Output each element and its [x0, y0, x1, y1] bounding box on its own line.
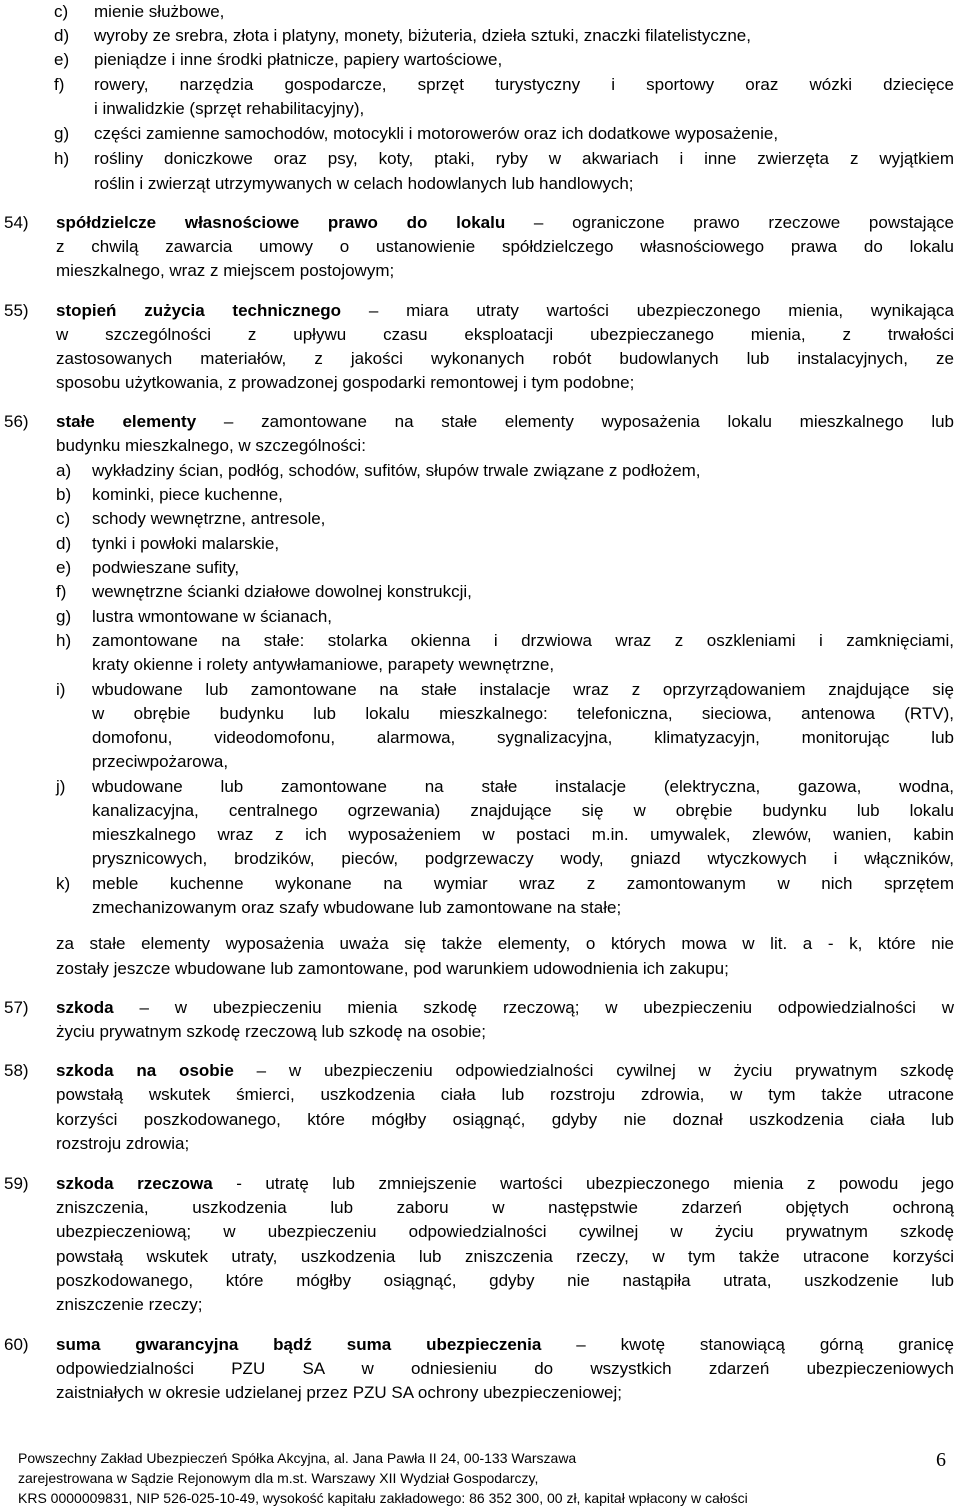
- definition-line: zaistniałych w okresie udzielanej przez PZU SA ochrony ubezpieczeniowej;: [56, 1383, 623, 1402]
- list-item-cont: domofonu, videodomofonu, alarmowa, sygnalizacyjna, klimatyzacyjn, monitorując lub: [92, 728, 954, 747]
- definition-line: zniszczenia, uszkodzenia lub zaboru w następstwie zdarzeń objętych ochroną: [56, 1198, 954, 1217]
- list-label: a): [56, 461, 72, 480]
- list-label: b): [56, 485, 72, 504]
- definition-text: utratę lub zmniejszenie wartości ubezpieczonego mienia z powodu jego: [265, 1174, 954, 1193]
- list-item: zamontowane na stałe: stolarka okienna i drzwiowa wraz z oszkleniami i zamknięciami,: [92, 631, 954, 650]
- definition-number: 55): [4, 301, 29, 320]
- list-label: d): [54, 26, 70, 45]
- list-item: schody wewnętrzne, antresole,: [92, 509, 326, 528]
- list-item-cont: roślin i zwierząt utrzymywanych w celach hodowlanych lub handlowych;: [94, 174, 634, 193]
- footer-capital: KRS 0000009831, NIP 526-025-10-49, wysokość kapitału zakładowego: 86 352 300, 00 zł, kapitał wpłacony w całości: [18, 1490, 748, 1506]
- definition-line: powstałą wskutek śmierci, uszkodzenia ciała lub rozstroju zdrowia, w tym także utracone: [56, 1085, 954, 1104]
- definition-text: miara utraty wartości ubezpieczonego mienia, wynikająca: [406, 301, 954, 320]
- definition-text: w ubezpieczeniu mienia szkodę rzeczową; w ubezpieczeniu odpowiedzialności w: [174, 998, 954, 1017]
- list-label: i): [56, 680, 66, 699]
- definition-dash: –: [368, 301, 379, 320]
- definition-term: spółdzielcze własnościowe prawo do lokalu: [56, 213, 506, 232]
- list-label: g): [54, 124, 70, 143]
- list-item: kominki, piece kuchenne,: [92, 485, 283, 504]
- definition-line: ubezpieczeniową; w ubezpieczeniu odpowiedzialności cywilnej w życiu prywatnym szkodę: [56, 1222, 954, 1241]
- page-number: 6: [936, 1449, 946, 1471]
- list-item: wewnętrzne ścianki działowe dowolnej konstrukcji,: [92, 582, 472, 601]
- list-item-cont: w obrębie budynku lub lokalu mieszkalnego: telefoniczna, sieciowa, antenowa (RTV),: [92, 704, 954, 723]
- definition-line: mieszkalnego, wraz z miejscem postojowym;: [56, 261, 395, 280]
- list-item-cont: zmechanizowanym oraz szafy wbudowane lub zamontowane na stałe;: [92, 898, 622, 917]
- definition-line: w szczególności z upływu czasu eksploatacji ubezpieczanego mienia, z trwałości: [56, 325, 954, 344]
- list-item-cont: i inwalidzkie (sprzęt rehabilitacyjny),: [94, 99, 365, 118]
- list-label: f): [54, 75, 65, 94]
- list-item: lustra wmontowane w ścianach,: [92, 607, 333, 626]
- list-label: e): [54, 50, 70, 69]
- list-label: k): [56, 874, 71, 893]
- list-item: wyroby ze srebra, złota i platyny, monety, biżuteria, dzieła sztuki, znaczki filatelistyczne,: [94, 26, 751, 45]
- definition-line: [56, 1333, 954, 1357]
- list-item: wbudowane lub zamontowane na stałe instalacje (elektryczna, gazowa, wodna,: [92, 777, 954, 796]
- list-label: c): [54, 2, 69, 21]
- definition-dash: –: [223, 412, 234, 431]
- definition-line: [56, 1059, 954, 1083]
- definition-text: kwotę stanowiącą górną granicę: [620, 1335, 954, 1354]
- definition-closing: za stałe elementy wyposażenia uważa się także elementy, o których mowa w lit. a - k, które nie: [56, 934, 954, 953]
- definition-number: 56): [4, 412, 29, 431]
- footer-company: Powszechny Zakład Ubezpieczeń Spółka Akcyjna, al. Jana Pawła II 24, 00-133 Warszawa: [18, 1450, 577, 1466]
- definition-dash: –: [533, 213, 544, 232]
- list-label: h): [54, 149, 70, 168]
- list-item: wbudowane lub zamontowane na stałe instalacje wraz z oprzyrządowaniem znajdujące się: [92, 680, 954, 699]
- definition-line: sposobu użytkowania, z prowadzonej gospodarki remontowej i tym podobne;: [56, 373, 635, 392]
- list-item: wykładziny ścian, podłóg, schodów, sufitów, słupów trwale związane z podłożem,: [92, 461, 701, 480]
- definition-line: [56, 211, 954, 235]
- definition-line: [56, 996, 954, 1020]
- list-item-cont: kraty okienne i rolety antywłamaniowe, parapety wewnętrzne,: [92, 655, 555, 674]
- definition-line: rozstroju zdrowia;: [56, 1134, 190, 1153]
- definition-number: 54): [4, 213, 29, 232]
- list-label: f): [56, 582, 67, 601]
- definition-number: 60): [4, 1335, 29, 1354]
- list-label: e): [56, 558, 72, 577]
- definition-term: stopień zużycia technicznego: [56, 301, 342, 320]
- definition-line: budynku mieszkalnego, w szczególności:: [56, 436, 366, 455]
- list-label: c): [56, 509, 71, 528]
- definition-line: powstałą wskutek utraty, uszkodzenia lub zniszczenia rzeczy, w tym także utracone korzyści: [56, 1247, 954, 1266]
- definition-line: poszkodowanego, które mógłby osiągnąć, gdyby nie nastąpiła utrata, uszkodzenie lub: [56, 1271, 954, 1290]
- list-item: podwieszane sufity,: [92, 558, 240, 577]
- list-label: d): [56, 534, 72, 553]
- definition-term: szkoda na osobie: [56, 1061, 234, 1080]
- definition-dash: –: [576, 1335, 586, 1354]
- footer-registration: zarejestrowana w Sądzie Rejonowym dla m.st. Warszawy XII Wydział Gospodarczy,: [18, 1470, 539, 1486]
- definition-text: w ubezpieczeniu odpowiedzialności cywilnej w życiu prywatnym szkodę: [288, 1061, 954, 1080]
- list-item: rośliny doniczkowe oraz psy, koty, ptaki, ryby w akwariach i inne zwierzęta z wyjątkiem: [94, 149, 954, 168]
- definition-line: z chwilą zawarcia umowy o ustanowienie spółdzielczego własnościowego prawa do lokalu: [56, 237, 954, 256]
- list-item: meble kuchenne wykonane na wymiar wraz z zamontowanym w nich sprzętem: [92, 874, 954, 893]
- definition-line: korzyści poszkodowanego, które mógłby osiągnąć, gdyby nie doznał uszkodzenia ciała lub: [56, 1110, 954, 1129]
- definition-line: odpowiedzialności PZU SA w odniesieniu do wszystkich zdarzeń ubezpieczeniowych: [56, 1359, 954, 1378]
- definition-term: stałe elementy: [56, 412, 197, 431]
- definition-text: ograniczone prawo rzeczowe powstające: [572, 213, 954, 232]
- definition-line: życiu prywatnym szkodę rzeczową lub szkodę na osobie;: [56, 1022, 486, 1041]
- list-item-cont: prysznicowych, brodzików, pieców, podgrzewaczy wody, gniazd wtyczkowych i włączników,: [92, 849, 954, 868]
- definition-dash: –: [139, 998, 149, 1017]
- definition-term: suma gwarancyjna bądź suma ubezpieczenia: [56, 1335, 542, 1354]
- definition-term: szkoda: [56, 998, 114, 1017]
- definition-line: [56, 410, 954, 434]
- definition-line: zniszczenie rzeczy;: [56, 1295, 203, 1314]
- list-item: części zamienne samochodów, motocykli i motorowerów oraz ich dodatkowe wyposażenie,: [94, 124, 779, 143]
- definition-line: zastosowanych materiałów, z jakości wykonanych robót budowlanych lub instalacyjnych, ze: [56, 349, 954, 368]
- list-item-cont: przeciwpożarowa,: [92, 752, 229, 771]
- definition-text: zamontowane na stałe elementy wyposażenia lokalu mieszkalnego lub: [261, 412, 954, 431]
- list-item-cont: kanalizacyjna, centralnego ogrzewania) znajdujące się w obrębie budynku lub lokalu: [92, 801, 954, 820]
- definition-closing: zostały jeszcze wbudowane lub zamontowane, pod warunkiem udowodnienia ich zakupu;: [56, 959, 729, 978]
- definition-term: szkoda rzeczowa: [56, 1174, 213, 1193]
- list-label: h): [56, 631, 72, 650]
- definition-line: [56, 1172, 954, 1196]
- list-item-cont: mieszkalnego wraz z ich wyposażeniem w postaci m.in. umywalek, zlewów, wanien, kabin: [92, 825, 954, 844]
- list-item: mienie służbowe,: [94, 2, 225, 21]
- definition-number: 57): [4, 998, 29, 1017]
- definition-line: [56, 299, 954, 323]
- definition-dash: –: [256, 1061, 267, 1080]
- list-item: rowery, narzędzia gospodarcze, sprzęt turystyczny i sportowy oraz wózki dziecięce: [94, 75, 954, 94]
- list-label: g): [56, 607, 72, 626]
- definition-dash: -: [236, 1174, 242, 1193]
- definition-number: 58): [4, 1061, 29, 1080]
- list-item: tynki i powłoki malarskie,: [92, 534, 280, 553]
- definition-number: 59): [4, 1174, 29, 1193]
- list-item: pieniądze i inne środki płatnicze, papiery wartościowe,: [94, 50, 503, 69]
- list-label: j): [56, 777, 66, 796]
